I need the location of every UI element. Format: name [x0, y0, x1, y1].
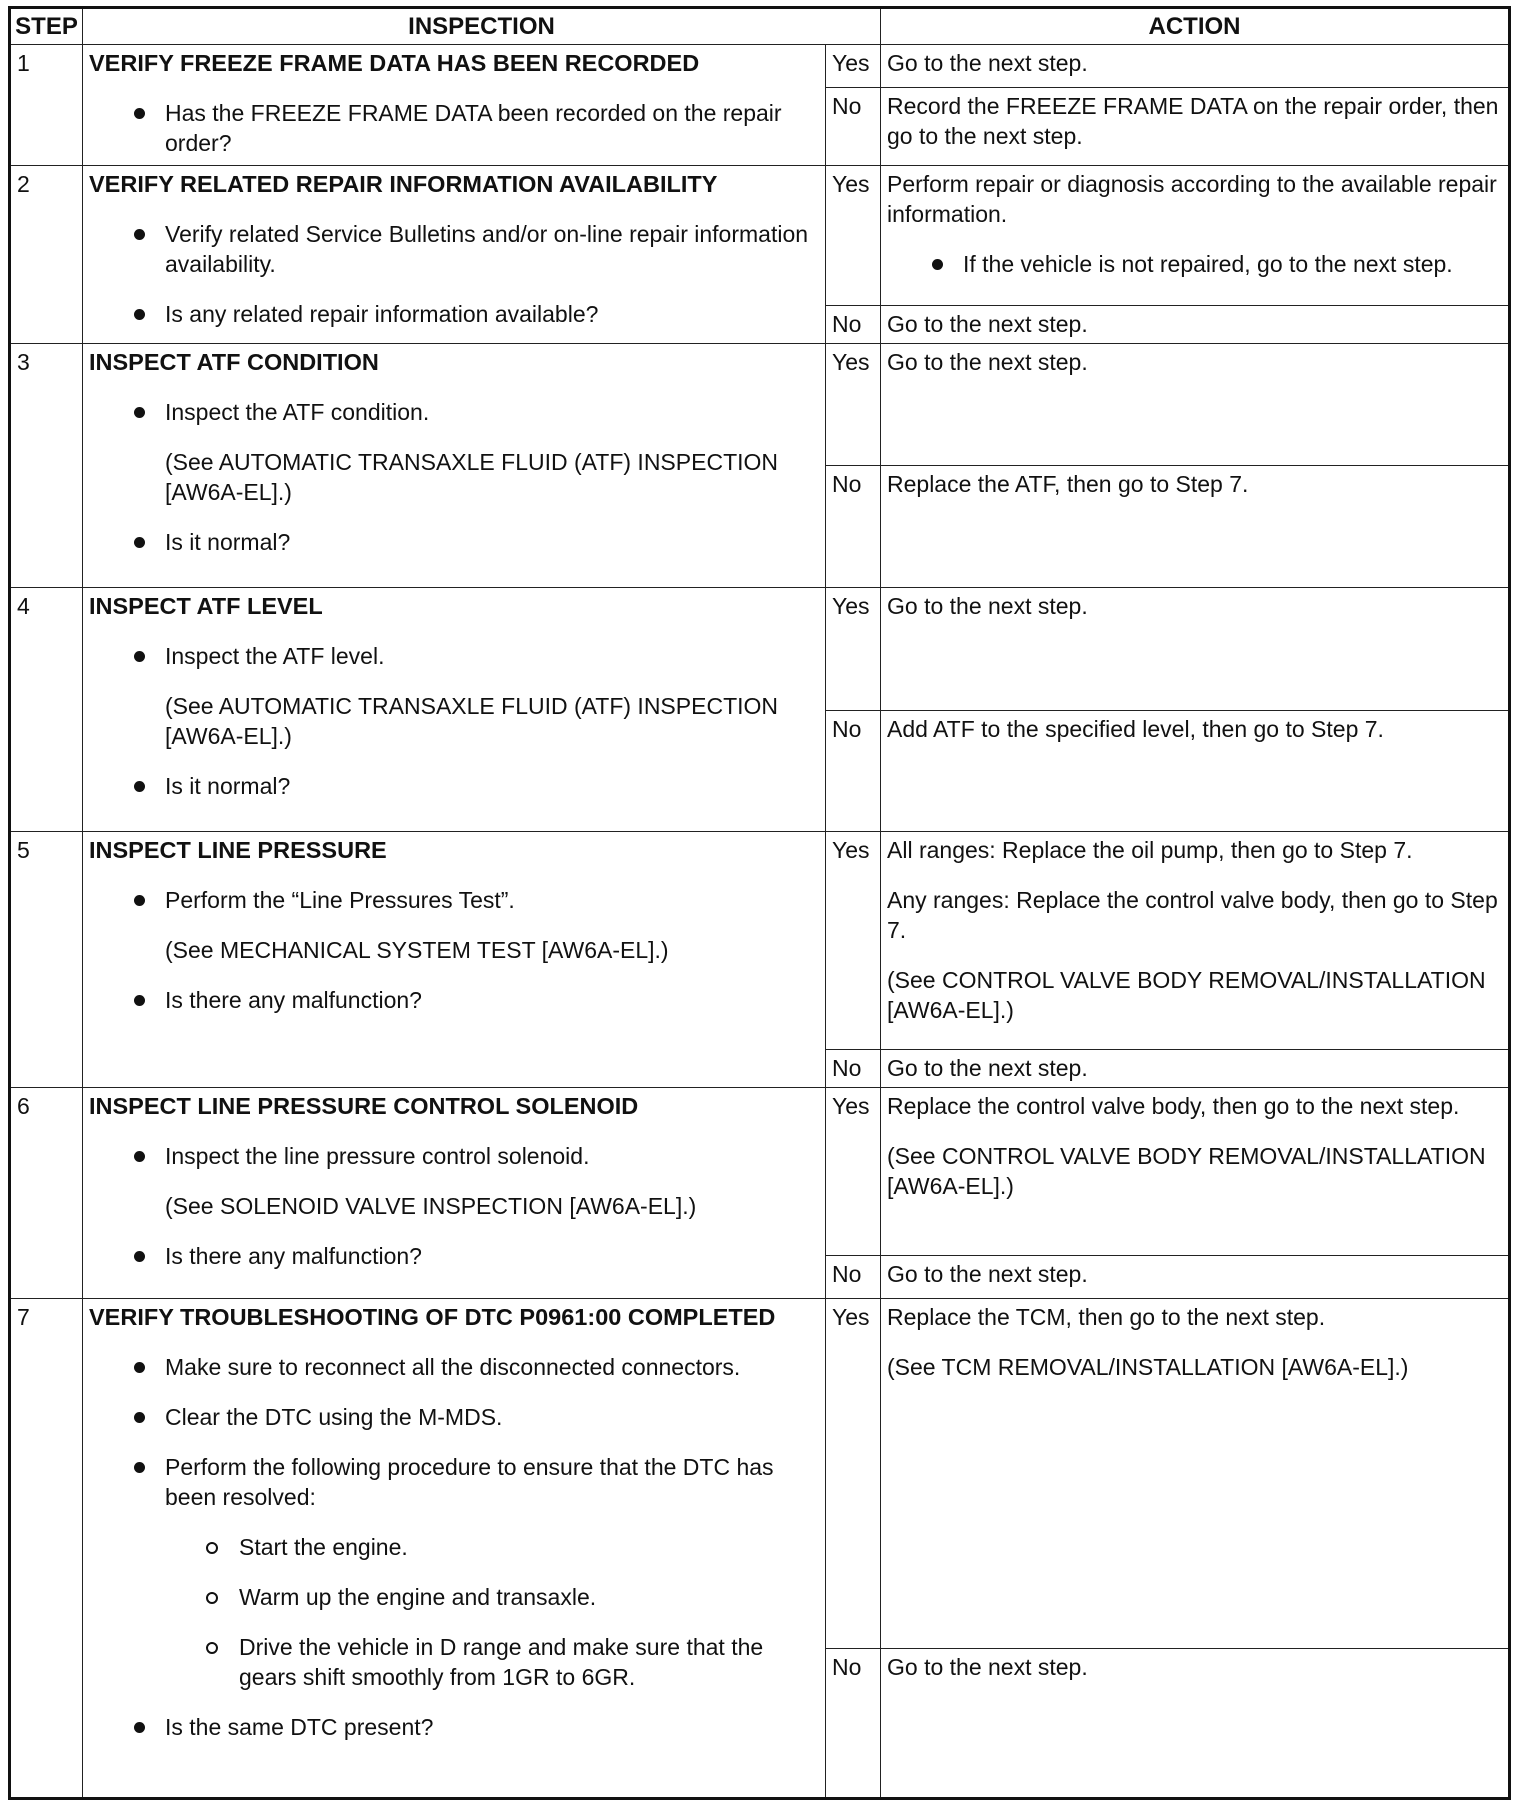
step-inspection [83, 1087, 826, 1298]
inspection-bullet [89, 1452, 819, 1512]
no-label: No [826, 1649, 881, 1799]
action-text: Replace the TCM, then go to the next step. [887, 1304, 1326, 1331]
step-inspection [83, 165, 826, 343]
table-row [10, 588, 1510, 711]
step-number: 2 [10, 165, 83, 343]
no-label: No [826, 305, 881, 343]
troubleshooting-document [8, 6, 1508, 1800]
no-action: Go to the next step. [881, 1255, 1510, 1298]
table-row [10, 45, 1510, 88]
step-title: INSPECT LINE PRESSURE CONTROL SOLENOID [89, 1092, 639, 1119]
yes-label: Yes [826, 165, 881, 305]
yes-action [881, 1299, 1510, 1649]
inspection-bullet: Make sure to reconnect all the disconnected connectors. [89, 1352, 819, 1382]
step-number: 5 [10, 832, 83, 1088]
action-reference: (See CONTROL VALVE BODY REMOVAL/INSTALLATION [AW6A-EL].) [887, 1142, 1486, 1199]
action-reference: (See CONTROL VALVE BODY REMOVAL/INSTALLATION [AW6A-EL].) [887, 967, 1486, 1024]
yes-action [881, 165, 1510, 305]
inspection-bullet-text: Perform the following procedure to ensure that the DTC has been resolved: [165, 1454, 774, 1511]
no-label: No [826, 1049, 881, 1087]
action-text: Perform repair or diagnosis according to the available repair information. [887, 170, 1497, 227]
header-inspection: INSPECTION [83, 8, 881, 45]
step-number: 4 [10, 588, 83, 832]
inspection-bullet: Is there any malfunction? [89, 1241, 819, 1271]
step-number: 1 [10, 45, 83, 166]
reference-text: (See MECHANICAL SYSTEM TEST [AW6A-EL].) [165, 937, 669, 964]
no-action: Go to the next step. [881, 305, 1510, 343]
step-title: INSPECT ATF LEVEL [89, 593, 323, 620]
reference-text: (See AUTOMATIC TRANSAXLE FLUID (ATF) INSPECTION [AW6A-EL].) [165, 693, 779, 750]
step-title: INSPECT ATF CONDITION [89, 348, 379, 375]
yes-label: Yes [826, 45, 881, 88]
inspection-bullet: Is it normal? [89, 771, 819, 801]
header-action: ACTION [881, 8, 1510, 45]
table-row [10, 1299, 1510, 1649]
yes-action: Go to the next step. [881, 45, 1510, 88]
table-header-row [10, 8, 1510, 45]
no-action: Add ATF to the specified level, then go to Step 7. [881, 710, 1510, 832]
inspection-bullet: Verify related Service Bulletins and/or on-line repair information availability. [89, 219, 819, 279]
inspection-bullet: Clear the DTC using the M-MDS. [89, 1402, 819, 1432]
no-label: No [826, 1255, 881, 1298]
inspection-bullet: Is the same DTC present? [89, 1712, 819, 1742]
step-number: 7 [10, 1299, 83, 1799]
action-reference: (See TCM REMOVAL/INSTALLATION [AW6A-EL].) [887, 1354, 1409, 1381]
no-action: Replace the ATF, then go to Step 7. [881, 466, 1510, 588]
step-title: INSPECT LINE PRESSURE [89, 837, 387, 864]
step-inspection [83, 343, 826, 587]
inspection-bullet: Is there any malfunction? [89, 985, 819, 1015]
no-label: No [826, 466, 881, 588]
no-action: Go to the next step. [881, 1049, 1510, 1087]
action-text: Any ranges: Replace the control valve body, then go to Step 7. [887, 887, 1498, 944]
reference-text: (See SOLENOID VALVE INSPECTION [AW6A-EL].) [165, 1192, 697, 1219]
table-row [10, 343, 1510, 466]
step-title: VERIFY RELATED REPAIR INFORMATION AVAILABILITY [89, 170, 718, 197]
yes-label: Yes [826, 832, 881, 1049]
sub-bullet: Start the engine. [163, 1532, 819, 1562]
no-label: No [826, 710, 881, 832]
step-title: VERIFY TROUBLESHOOTING OF DTC P0961:00 COMPLETED [89, 1304, 776, 1331]
yes-label: Yes [826, 1087, 881, 1255]
yes-action [881, 1087, 1510, 1255]
action-text: Replace the control valve body, then go to the next step. [887, 1092, 1460, 1119]
inspection-bullet: Inspect the ATF level. [89, 641, 819, 671]
step-number: 3 [10, 343, 83, 587]
step-inspection [83, 588, 826, 832]
inspection-bullet: Has the FREEZE FRAME DATA been recorded on the repair order? [89, 98, 819, 158]
inspection-bullet: Inspect the line pressure control solenoid. [89, 1141, 819, 1171]
no-label: No [826, 88, 881, 165]
yes-action: Go to the next step. [881, 588, 1510, 711]
step-inspection [83, 45, 826, 166]
yes-action: Go to the next step. [881, 343, 1510, 466]
step-inspection [83, 832, 826, 1088]
inspection-bullet: Is it normal? [89, 527, 819, 557]
yes-label: Yes [826, 343, 881, 466]
inspection-bullet: Inspect the ATF condition. [89, 397, 819, 427]
table-row [10, 1087, 1510, 1255]
inspection-bullet: Perform the “Line Pressures Test”. [89, 885, 819, 915]
sub-bullet: Drive the vehicle in D range and make sure that the gears shift smoothly from 1GR to 6GR. [163, 1632, 819, 1692]
header-step: STEP [10, 8, 83, 45]
reference-text: (See AUTOMATIC TRANSAXLE FLUID (ATF) INSPECTION [AW6A-EL].) [165, 448, 779, 505]
no-action: Record the FREEZE FRAME DATA on the repair order, then go to the next step. [881, 88, 1510, 165]
inspection-bullet: Is any related repair information available? [89, 299, 819, 329]
table-row [10, 165, 1510, 305]
action-text: All ranges: Replace the oil pump, then go to Step 7. [887, 837, 1413, 864]
diagnostic-procedure-table [8, 6, 1511, 1800]
step-number: 6 [10, 1087, 83, 1298]
no-action: Go to the next step. [881, 1649, 1510, 1799]
yes-label: Yes [826, 588, 881, 711]
step-inspection [83, 1299, 826, 1799]
table-row [10, 832, 1510, 1049]
yes-action [881, 832, 1510, 1049]
yes-label: Yes [826, 1299, 881, 1649]
action-bullet: If the vehicle is not repaired, go to the next step. [887, 249, 1502, 279]
sub-bullet: Warm up the engine and transaxle. [163, 1582, 819, 1612]
step-title: VERIFY FREEZE FRAME DATA HAS BEEN RECORDED [89, 50, 700, 76]
